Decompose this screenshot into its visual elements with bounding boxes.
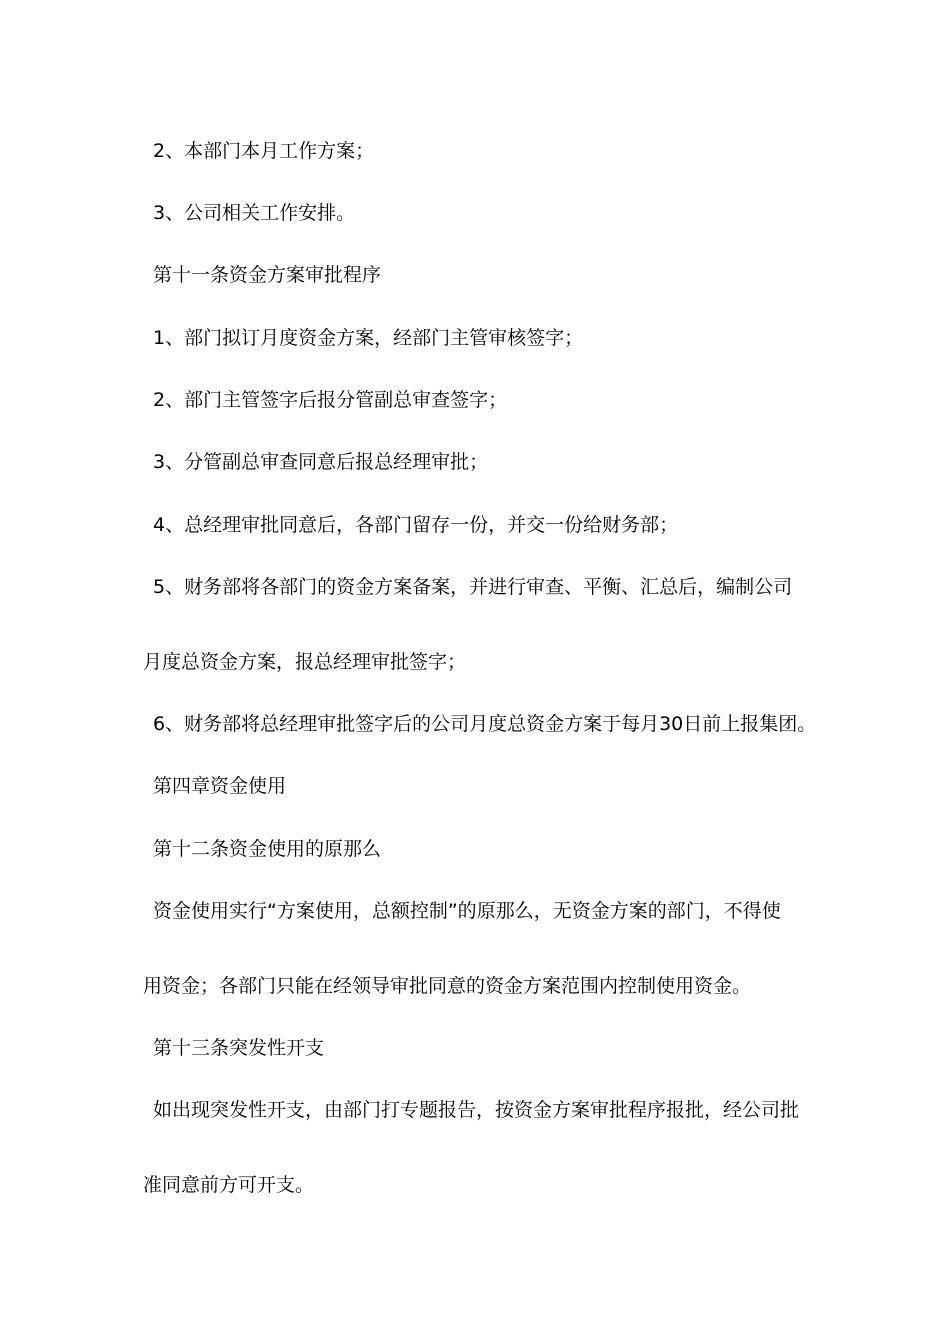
list-item: 1、部门拟订月度资金方案，经部门主管审核签字； [153,327,584,349]
list-item: 2、本部门本月工作方案； [153,140,375,162]
article-heading: 第十二条资金使用的原那么 [153,838,382,860]
paragraph-continuation: 准同意前方可开支。 [143,1174,315,1196]
list-item: 2、部门主管签字后报分管副总审查签字； [153,389,508,411]
list-item: 4、总经理审批同意后，各部门留存一份，并交一份给财务部； [153,514,679,536]
paragraph-continuation: 用资金；各部门只能在经领导审批同意的资金方案范围内控制使用资金。 [143,975,752,997]
list-item: 3、公司相关工作安排。 [153,202,356,224]
list-item: 3、分管副总审查同意后报总经理审批； [153,451,489,473]
article-heading: 第十三条突发性开支 [153,1037,325,1059]
paragraph-continuation: 月度总资金方案，报总经理审批签字； [143,651,467,673]
list-item: 6、财务部将总经理审批签字后的公司月度总资金方案于每月30日前上报集团。 [153,713,817,735]
article-heading: 第十一条资金方案审批程序 [153,264,382,286]
list-item: 5、财务部将各部门的资金方案备案，并进行审查、平衡、汇总后，编制公司 [153,576,793,598]
chapter-heading: 第四章资金使用 [153,775,287,797]
paragraph: 如出现突发性开支，由部门打专题报告，按资金方案审批程序报批，经公司批 [153,1099,800,1121]
paragraph: 资金使用实行“方案使用，总额控制”的原那么，无资金方案的部门，不得使 [153,900,781,922]
